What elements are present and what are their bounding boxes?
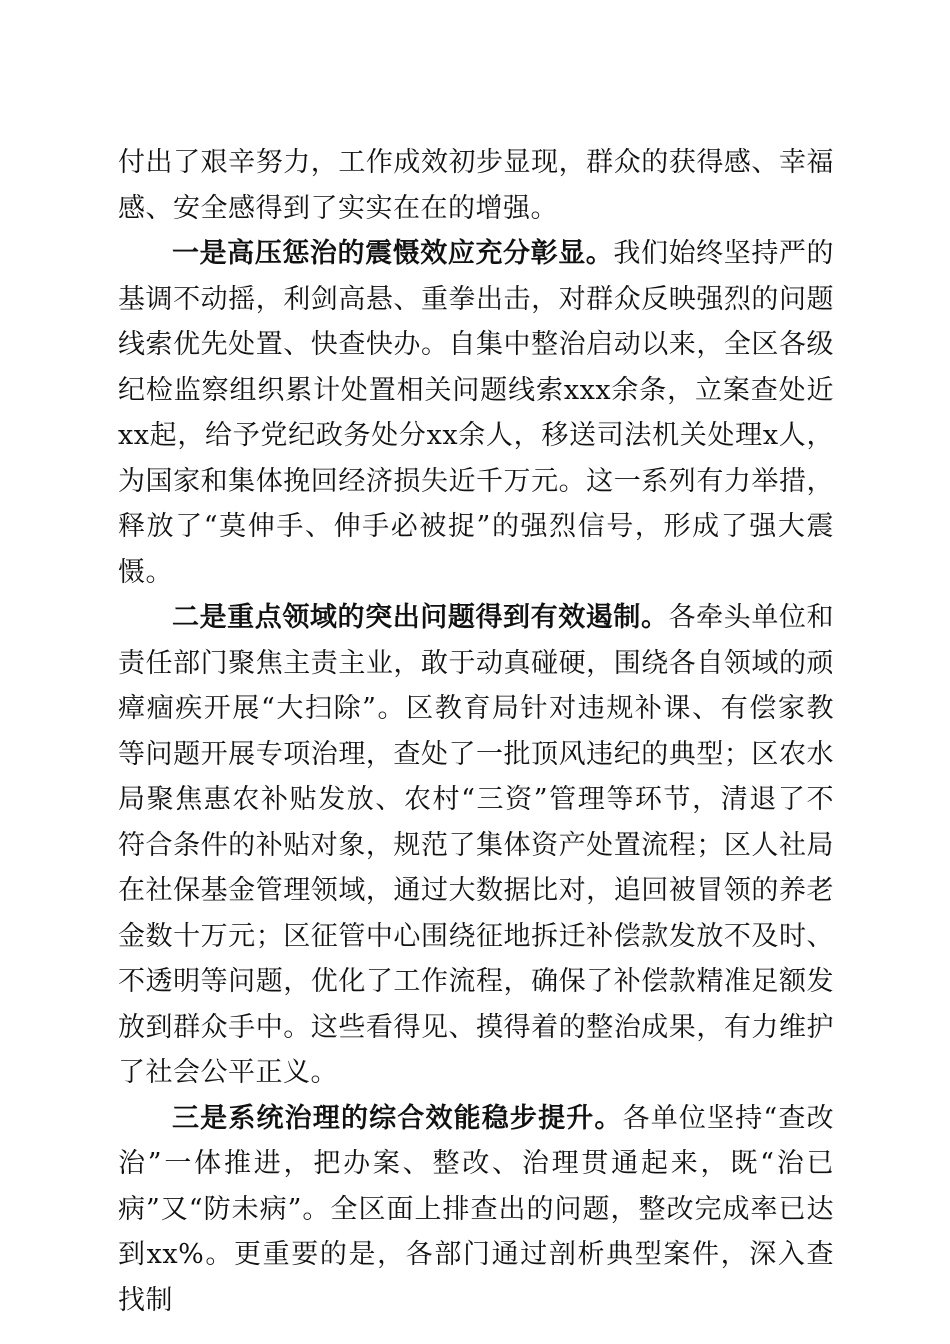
paragraph-text: 付出了艰辛努力，工作成效初步显现，群众的获得感、幸福感、安全感得到了实实在在的增强。 <box>118 147 834 224</box>
paragraph-key-areas <box>118 595 834 1096</box>
paragraph-heading: 一是高压惩治的震慑效应充分彰显。 <box>172 238 614 269</box>
document-page <box>118 140 834 1323</box>
paragraph-heading: 二是重点领域的突出问题得到有效遏制。 <box>172 602 669 633</box>
paragraph-text: 各单位坚持“查改治”一体推进，把办案、整改、治理贯通起来，既“治已病”又“防未病”。全区面上排查出的问题，整改完成率已达到xx%。更重要的是，各部门通过剖析典型案件，深入查找制 <box>118 1102 835 1316</box>
paragraph-text: 我们始终坚持严的基调不动摇，利剑高悬、重拳出击，对群众反映强烈的问题线索优先处置、快查快办。自集中整治启动以来，全区各级纪检监察组织累计处置相关问题线索xxx余条，立案查处近xx起，给予党纪政务处分xx余人，移送司法机关处理x人，为国家和集体挽回经济损失近千万元。这一系列有力举措，释放了“莫伸手、伸手必被捉”的强烈信号，形成了强大震慑。 <box>118 238 834 588</box>
paragraph-continuation <box>118 140 834 231</box>
paragraph-heading: 三是系统治理的综合效能稳步提升。 <box>172 1102 623 1134</box>
paragraph-systemic-governance <box>118 1096 834 1324</box>
paragraph-text: 各牵头单位和责任部门聚焦主责主业，敢于动真碰硬，围绕各自领域的顽瘴痼疾开展“大扫除”。区教育局针对违规补课、有偿家教等问题开展专项治理，查处了一批顶风违纪的典型；区农水局聚焦惠农补贴发放、农村“三资”管理等环节，清退了不符合条件的补贴对象，规范了集体资产处置流程；区人社局在社保基金管理领域，通过大数据比对，追回被冒领的养老金数十万元；区征管中心围绕征地拆迁补偿款发放不及时、不透明等问题，优化了工作流程，确保了补偿款精准足额发放到群众手中。这些看得见、摸得着的整治成果，有力维护了社会公平正义。 <box>118 602 835 1088</box>
paragraph-deterrence <box>118 231 834 595</box>
